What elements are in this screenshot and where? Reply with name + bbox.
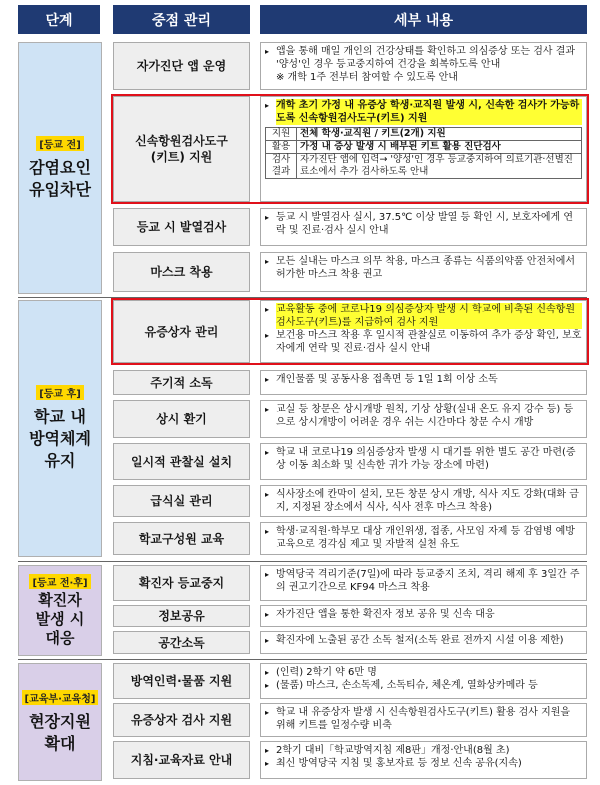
mgmt-mask: 마스크 착용 bbox=[113, 252, 250, 292]
stage-tag: [등교 전·후] bbox=[29, 574, 90, 589]
stage-name-line: 유입차단 bbox=[29, 179, 91, 199]
mgmt-disinfection: 주기적 소독 bbox=[113, 370, 250, 395]
stage-name-line: 확진자 bbox=[38, 590, 82, 609]
stage-name-line: 대응 bbox=[45, 628, 75, 647]
detail-rapid-antigen-kit: ▸ 개학 초기 가정 내 유증상 학생·교직원 발생 시, 신속한 검사가 가능하도록 신속항원검사도구(키트) 지원 지원 전체 학생·교직원 / 키트(2개) 지원 활용 가정 내 증상 발생 시 배부된 키트 활용 진단검사 검사 결과 자가진단 앱에 입력→ '양성'인 경우 등교중지하여 의료기관·선별진료소에서 추가 검사하도록 안내 bbox=[260, 96, 587, 202]
detail-note: ※ 개학 1주 전부터 참여할 수 있도록 안내 bbox=[276, 72, 458, 83]
detail-symptomatic: ▸ 교육활동 중에 코로나19 의심증상자 발생 시 학교에 비축된 신속항원검사도구(키트)를 지급하여 검사 지원 ▸ 보건용 마스크 착용 후 일시적 관찰실로 이동하여 추가 증상 확인, 보호자에게 연락 및 진료·검사 실시 안내 bbox=[260, 300, 587, 363]
detail-guidelines: ▸ 2학기 대비「학교방역지침 제8판」개정·안내(8월 초) ▸ 최신 방역당국 지침 및 홍보자료 등 정보 신속 공유(지속) bbox=[260, 741, 587, 779]
detail-fever-check: ▸ 등교 시 발열검사 실시, 37.5℃ 이상 발열 등 확인 시, 보호자에게 연락 및 진료·검사 실시 안내 bbox=[260, 208, 587, 246]
table-row: 지원 전체 학생·교직원 / 키트(2개) 지원 bbox=[266, 128, 582, 141]
stage-name-line: 현장지원 bbox=[29, 711, 91, 731]
mgmt-selfcheck-app: 자가진단 앱 운영 bbox=[113, 42, 250, 90]
stage-name-line: 확대 bbox=[44, 733, 76, 753]
stage-name-line: 감염요인 bbox=[29, 157, 91, 177]
detail-space-disinfection: ▸ 확진자에 노출된 공간 소독 철저(소독 완료 전까지 시설 이용 제한) bbox=[260, 631, 587, 654]
mgmt-suspend-attendance: 확진자 등교중지 bbox=[113, 565, 250, 601]
stage-name-line: 발생 시 bbox=[35, 609, 85, 628]
stage-name-line: 유지 bbox=[44, 451, 76, 470]
detail-test-support: ▸ 학교 내 유증상자 발생 시 신속항원검사도구(키트) 활용 검사 지원을 위해 키트를 일정수량 비축 bbox=[260, 703, 587, 737]
detail-text: 교육활동 중에 코로나19 의심증상자 발생 시 학교에 비축된 신속항원검사도구(키트)를 지급하여 검사 지원 bbox=[276, 303, 582, 329]
detail-text: 최신 방역당국 지침 및 홍보자료 등 정보 신속 공유(지속) bbox=[276, 758, 522, 769]
stage-name-line: 학교 내 bbox=[34, 407, 86, 426]
detail-info-sharing: ▸ 자가진단 앱을 통한 확진자 정보 공유 및 신속 대응 bbox=[260, 605, 587, 627]
stage-field-support bbox=[18, 663, 102, 781]
stage-name-line: 방역체계 bbox=[29, 429, 91, 448]
detail-suspend-attendance: ▸ 방역당국 격리기준(7일)에 따라 등교중지 조치, 격리 해제 후 3일간 주의 권고기간으로 KF94 마스크 착용 bbox=[260, 565, 587, 601]
stage-tag: [등교 전] bbox=[36, 136, 84, 151]
mgmt-cafeteria: 급식실 관리 bbox=[113, 485, 250, 517]
mgmt-observation-room: 일시적 관찰실 설치 bbox=[113, 443, 250, 480]
detail-text: 확진자에 노출된 공간 소독 철저(소독 완료 전까지 시설 이용 제한) bbox=[276, 635, 564, 646]
detail-text: (인력) 2학기 약 6만 명 bbox=[276, 667, 377, 678]
header-details: 세부 내용 bbox=[260, 5, 587, 34]
stage-before-school bbox=[18, 42, 102, 294]
mgmt-guidelines: 지침·교육자료 안내 bbox=[113, 741, 250, 779]
detail-observation-room: ▸ 학교 내 코로나19 의심증상자 발생 시 대기를 위한 별도 공간 마련(증상 이동 최소화 및 신속한 귀가 가능 장소에 마련) bbox=[260, 443, 587, 480]
section-divider bbox=[18, 561, 587, 562]
detail-text: 개학 초기 가정 내 유증상 학생·교직원 발생 시, 신속한 검사가 가능하도록 신속항원검사도구(키트) 지원 bbox=[276, 99, 582, 125]
mgmt-staff-supplies: 방역인력·물품 지원 bbox=[113, 663, 250, 699]
detail-text: 학교 내 유증상자 발생 시 신속항원검사도구(키트) 활용 검사 지원을 위해 키트를 일정수량 비축 bbox=[276, 707, 571, 731]
mgmt-education: 학교구성원 교육 bbox=[113, 522, 250, 555]
detail-text: 학교 내 코로나19 의심증상자 발생 시 대기를 위한 별도 공간 마련(증상 이동 최소화 및 신속한 귀가 가능 장소에 마련) bbox=[276, 447, 576, 471]
detail-disinfection: ▸ 개인물품 및 공동사용 접촉면 등 1일 1회 이상 소독 bbox=[260, 370, 587, 395]
stage-tag: [교육부·교육청] bbox=[22, 690, 99, 705]
detail-text: 모든 실내는 마스크 의무 착용, 마스크 종류는 식품의약품 안전처에서 허가한 마스크 착용 권고 bbox=[276, 256, 576, 280]
detail-cafeteria: ▸ 식사장소에 칸막이 설치, 모든 창문 상시 개방, 식사 지도 강화(대화 금지, 지정된 장소에서 식사, 식사 전후 마스크 착용) bbox=[260, 485, 587, 517]
detail-text: 앱을 통해 매일 개인의 건강상태를 확인하고 의심증상 또는 검사 결과 '양성'인 경우 등교중지하여 건강을 회복하도록 안내 bbox=[276, 46, 576, 70]
mgmt-fever-check: 등교 시 발열검사 bbox=[113, 208, 250, 246]
detail-text: 자가진단 앱을 통한 확진자 정보 공유 및 신속 대응 bbox=[276, 609, 495, 620]
detail-ventilation: ▸ 교실 등 창문은 상시개방 원칙, 기상 상황(실내 온도 유지 강수 등) 등으로 상시개방이 어려운 경우 쉬는 시간마다 창문 수시 개방 bbox=[260, 400, 587, 438]
mgmt-ventilation: 상시 환기 bbox=[113, 400, 250, 438]
detail-text: 2학기 대비「학교방역지침 제8판」개정·안내(8월 초) bbox=[276, 745, 510, 756]
detail-text: (물품) 마스크, 손소독제, 소독티슈, 체온계, 열화상카메라 등 bbox=[276, 680, 538, 691]
detail-text: 등교 시 발열검사 실시, 37.5℃ 이상 발열 등 확인 시, 보호자에게 연락 및 진료·검사 실시 안내 bbox=[276, 212, 573, 236]
detail-staff-supplies: ▸ (인력) 2학기 약 6만 명 ▸ (물품) 마스크, 손소독제, 소독티슈, 체온계, 열화상카메라 등 bbox=[260, 663, 587, 699]
highlight-box-symptomatic bbox=[111, 298, 589, 365]
detail-education: ▸ 학생·교직원·학부모 대상 개인위생, 접종, 사모임 자제 등 감염병 예방 교육으로 경각심 제고 및 자발적 실천 유도 bbox=[260, 522, 587, 555]
header-stage: 단계 bbox=[18, 5, 100, 34]
section-divider bbox=[18, 659, 587, 660]
table-row: 검사 결과 자가진단 앱에 입력→ '양성'인 경우 등교중지하여 의료기관·선별진료소에서 추가 검사하도록 안내 bbox=[266, 154, 582, 179]
table-row: 활용 가정 내 증상 발생 시 배부된 키트 활용 진단검사 bbox=[266, 141, 582, 154]
detail-text: 보건용 마스크 착용 후 일시적 관찰실로 이동하여 추가 증상 확인, 보호자에게 연락 및 진료·검사 실시 안내 bbox=[276, 330, 582, 354]
detail-mask: ▸ 모든 실내는 마스크 의무 착용, 마스크 종류는 식품의약품 안전처에서 허가한 마스크 착용 권고 bbox=[260, 252, 587, 292]
mgmt-space-disinfection: 공간소독 bbox=[113, 631, 250, 654]
highlight-box-kit bbox=[111, 94, 589, 204]
detail-text: 개인물품 및 공동사용 접촉면 등 1일 1회 이상 소독 bbox=[276, 374, 498, 385]
stage-after-school bbox=[18, 300, 102, 557]
detail-text: 방역당국 격리기준(7일)에 따라 등교중지 조치, 격리 해제 후 3일간 주의 권고기간으로 KF94 마스크 착용 bbox=[276, 569, 580, 593]
detail-text: 학생·교직원·학부모 대상 개인위생, 접종, 사모임 자제 등 감염병 예방 교육으로 경각심 제고 및 자발적 실천 유도 bbox=[276, 526, 575, 550]
mgmt-symptomatic: 유증상자 관리 bbox=[113, 300, 250, 363]
detail-text: 식사장소에 칸막이 설치, 모든 창문 상시 개방, 식사 지도 강화(대화 금지, 지정된 장소에서 식사, 식사 전후 마스크 착용) bbox=[276, 489, 579, 513]
stage-confirmed-case bbox=[18, 565, 102, 656]
mgmt-rapid-antigen-kit: 신속항원검사도구 (키트) 지원 bbox=[113, 96, 250, 202]
mgmt-test-support: 유증상자 검사 지원 bbox=[113, 703, 250, 737]
header-management: 중점 관리 bbox=[113, 5, 250, 34]
mgmt-info-sharing: 정보공유 bbox=[113, 605, 250, 627]
stage-tag: [등교 후] bbox=[36, 385, 84, 400]
detail-text: 교실 등 창문은 상시개방 원칙, 기상 상황(실내 온도 유지 강수 등) 등으로 상시개방이 어려운 경우 쉬는 시간마다 창문 수시 개방 bbox=[276, 404, 574, 428]
detail-selfcheck-app: ▸ 앱을 통해 매일 개인의 건강상태를 확인하고 의심증상 또는 검사 결과 '양성'인 경우 등교중지하여 건강을 회복하도록 안내 ※ 개학 1주 전부터 참여할 수 있도록 안내 bbox=[260, 42, 587, 90]
